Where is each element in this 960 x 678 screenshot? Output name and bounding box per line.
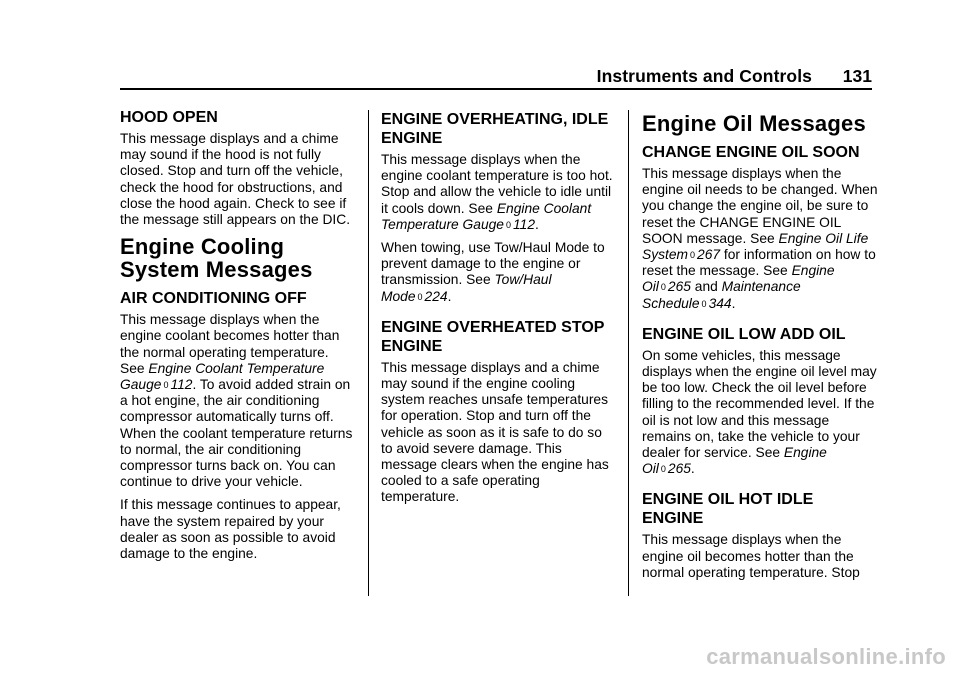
oil-section-heading: Engine Oil Messages [642, 111, 866, 136]
cross-reference[interactable]: Tow/Haul Mode [381, 272, 552, 304]
ac-off-title: AIR CONDITIONING OFF [120, 290, 307, 308]
column-divider [628, 110, 629, 596]
page-ref-icon: 0 [505, 219, 511, 230]
column-3 [642, 108, 878, 588]
watermark: carmanualsonline.info [706, 644, 946, 669]
page-ref[interactable]: 344 [708, 295, 732, 311]
overheated-stop-title: ENGINE OVERHEATED STOP ENGINE [381, 318, 605, 355]
cooling-section-heading: Engine Cooling System Messages [120, 234, 313, 283]
section-title: Instruments and Controls [596, 66, 812, 86]
change-oil-title: CHANGE ENGINE OIL SOON [642, 144, 860, 161]
ac-off-text: This message displays when the engine coolant becomes hotter than the normal operating temperature. See Engine Coolant Temperature Gauge 0 112. To avoid added strain on a hot engine, the air conditioning compressor automatically turns off. When the coolant temperature returns to normal, the air conditioning compressor turns back on. You can continue to drive your vehicle. [120, 312, 353, 490]
hood-open-title: HOOD OPEN [120, 109, 218, 126]
cross-reference[interactable]: Engine Oil [642, 445, 827, 477]
page-number: 131 [842, 66, 872, 86]
oil-low-title: ENGINE OIL LOW ADD OIL [642, 325, 846, 343]
overheating-idle-text: This message displays when the engine coolant temperature is too hot. Stop and allow the vehicle to idle until it cools down. See Engine Coolant Temperature Gauge 0 112. [381, 152, 613, 232]
cross-reference[interactable]: Engine Coolant Temperature Gauge [120, 360, 325, 393]
column-1 [120, 108, 354, 569]
header-rule [120, 88, 872, 90]
oil-low-text: On some vehicles, this message displays when the engine oil level may be too low. Check the oil level before filling to the recommended level. If the oil is not low and this message remains on, take the vehicle to your dealer for service. See Engine Oil 0 265. [642, 347, 877, 477]
page-ref-icon: 0 [690, 250, 696, 261]
page-ref[interactable]: 265 [667, 279, 691, 295]
page-ref-icon: 0 [163, 380, 169, 391]
page-ref[interactable]: 112 [513, 216, 535, 232]
overheating-idle-title: ENGINE OVERHEATING, IDLE ENGINE [381, 111, 609, 147]
cross-reference[interactable]: Engine Coolant Temperature Gauge [381, 200, 592, 232]
cross-reference[interactable]: Maintenance Schedule [642, 279, 801, 311]
page-ref[interactable]: 265 [667, 461, 691, 477]
hood-open-text: This message displays and a chime may sound if the hood is not fully closed. Stop and turn off the vehicle, check the hood for obstructions, and close the hood again. Check to see if the message still appears on the DIC. [120, 131, 351, 228]
change-oil-text: This message displays when the engine oil needs to be changed. When you change the engine oil, be sure to reset the CHANGE ENGINE OIL SOON message. See Engine Oil Life System 0 267 for information on how to reset the message. See Engine Oil 0 265 and Maintenance Schedule 0 344. [642, 166, 878, 311]
page-ref[interactable]: 112 [170, 377, 193, 393]
page-ref-icon: 0 [660, 282, 666, 293]
cross-reference[interactable]: Engine Oil Life System [642, 230, 869, 263]
overheated-stop-text: This message displays and a chime may sound if the engine cooling system reaches unsafe temperatures for operation. Stop and turn off the vehicle as soon as it is safe to do so to avoid severe damage. This message clears when the engine has cooled to a safe operating temperature. [381, 359, 609, 505]
page-ref[interactable]: 267 [697, 247, 721, 263]
page-ref-icon: 0 [660, 464, 666, 475]
column-divider [368, 110, 369, 596]
ac-off-text-2: If this message continues to appear, have the system repaired by your dealer as soon as possible to avoid damage to the engine. [120, 497, 341, 562]
column-2 [381, 110, 613, 513]
oil-hot-text: This message displays when the engine oil becomes hotter than the normal operating temperature. Stop [642, 532, 860, 580]
cross-reference[interactable]: Engine Oil [642, 263, 835, 295]
page-ref[interactable]: 224 [424, 288, 448, 304]
oil-hot-title: ENGINE OIL HOT IDLE ENGINE [642, 491, 814, 528]
page-ref-icon: 0 [701, 298, 707, 309]
towing-text: When towing, use Tow/Haul Mode to prevent damage to the engine or transmission. See Tow/Haul Mode 0 224. [381, 240, 605, 304]
page-ref-icon: 0 [417, 291, 423, 302]
